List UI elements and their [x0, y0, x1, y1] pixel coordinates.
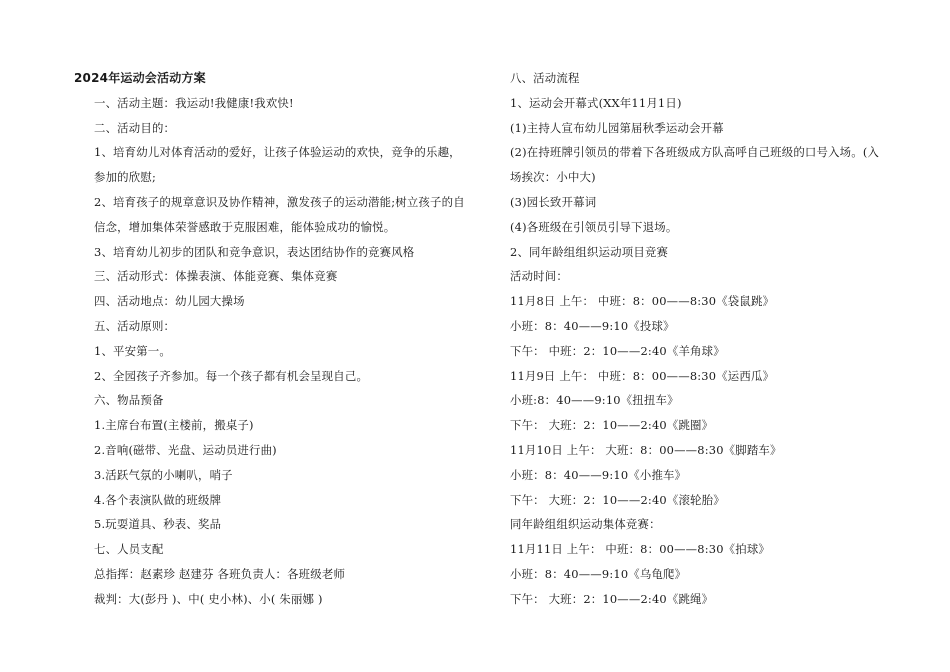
purpose-item-2: 2、培育孩子的规章意识及协作精神，激发孩子的运动潜能;树立孩子的自信念，增加集体荣誉感敢于克服困难，能体验成功的愉悦。 — [94, 194, 465, 234]
opening-step-1: (1)主持人宣布幼儿园第届秋季运动会开幕 — [510, 120, 724, 135]
section-flow-heading: 八、活动流程 — [510, 71, 580, 85]
opening-heading: 1、运动会开幕式(XX年11月1日) — [510, 95, 682, 110]
schedule-line: 小班:8：40——9:10《扭扭车》 — [510, 393, 679, 408]
materials-item-5: 5.玩耍道具、秒表、奖品 — [94, 517, 222, 532]
schedule-line: 小班：8：40——9:10《投球》 — [510, 318, 675, 333]
schedule-line: 下午： 大班：2：10——2:40《滚轮胎》 — [510, 492, 725, 507]
staff-line-1: 总指挥：赵素珍 赵建芬 各班负责人：各班级老师 — [94, 566, 346, 581]
schedule-line: 11月8日 上午： 中班：8：00——8:30《袋鼠跳》 — [510, 294, 775, 309]
schedule-line: 11月11日 上午： 中班：8：00——8:30《拍球》 — [510, 542, 771, 557]
group-competition-label: 同年龄组组织运动集体竞赛： — [510, 517, 661, 532]
section-theme: 一、活动主题：我运动!我健康!我欢快! — [94, 95, 294, 110]
materials-item-3: 3.活跃气氛的小喇叭，哨子 — [94, 467, 233, 482]
section-purpose-heading: 二、活动目的： — [94, 120, 176, 135]
schedule-line: 11月9日 上午： 中班：8：00——8:30《运西瓜》 — [510, 368, 775, 383]
purpose-item-1: 1、培育幼儿对体育活动的爱好，让孩子体验运动的欢快，竞争的乐趣，参加的欣慰; — [94, 145, 461, 185]
purpose-item-3: 3、培育幼儿初步的团队和竞争意识，表达团结协作的竞赛风格 — [94, 244, 415, 259]
section-items-heading: 六、物品预备 — [94, 393, 164, 408]
section-staff-heading: 七、人员支配 — [94, 542, 164, 557]
right-column — [510, 66, 880, 612]
time-label: 活动时间： — [510, 269, 568, 284]
opening-step-2: (2)在持班牌引领员的带着下各班级成方队高呼自己班级的口号入场。(入场挨次：小中大) — [510, 145, 880, 185]
materials-item-4: 4.各个表演队做的班级牌 — [94, 492, 222, 507]
section-location: 四、活动地点：幼儿园大操场 — [94, 294, 245, 309]
section-principle-heading: 五、活动原则： — [94, 318, 176, 333]
principle-item-1: 1、平安第一。 — [94, 343, 171, 358]
opening-step-4: (4)各班级在引领员引导下退场。 — [510, 219, 678, 234]
staff-line-2: 裁判：大(彭丹 )、中( 史小林)、小( 朱丽娜 ) — [94, 591, 323, 606]
competition-heading: 2、同年龄组组织运动项目竞赛 — [510, 244, 669, 259]
schedule-line: 11月10日 上午： 大班：8：00——8:30《脚踏车》 — [510, 442, 782, 457]
schedule-line: 小班：8：40——9:10《乌龟爬》 — [510, 566, 687, 581]
materials-item-2: 2.音响(磁带、光盘、运动员进行曲) — [94, 442, 277, 457]
schedule-line: 下午： 中班：2：10——2:40《羊角球》 — [510, 343, 725, 358]
document-title: 2024年运动会活动方案 — [74, 71, 206, 85]
schedule-line: 小班：8：40——9:10《小推车》 — [510, 467, 687, 482]
schedule-line: 下午： 大班：2：10——2:40《跳圈》 — [510, 418, 714, 433]
schedule-line: 下午： 大班：2：10——2:40《跳绳》 — [510, 591, 714, 606]
principle-item-2: 2、全园孩子齐参加。每一个孩子都有机会呈现自己。 — [94, 368, 369, 383]
materials-item-1: 1.主席台布置(主楼前，搬桌子) — [94, 418, 254, 433]
section-form: 三、活动形式：体操表演、体能竞赛、集体竞赛 — [94, 269, 338, 284]
left-column — [74, 66, 466, 612]
opening-step-3: (3)园长致开幕词 — [510, 194, 597, 209]
